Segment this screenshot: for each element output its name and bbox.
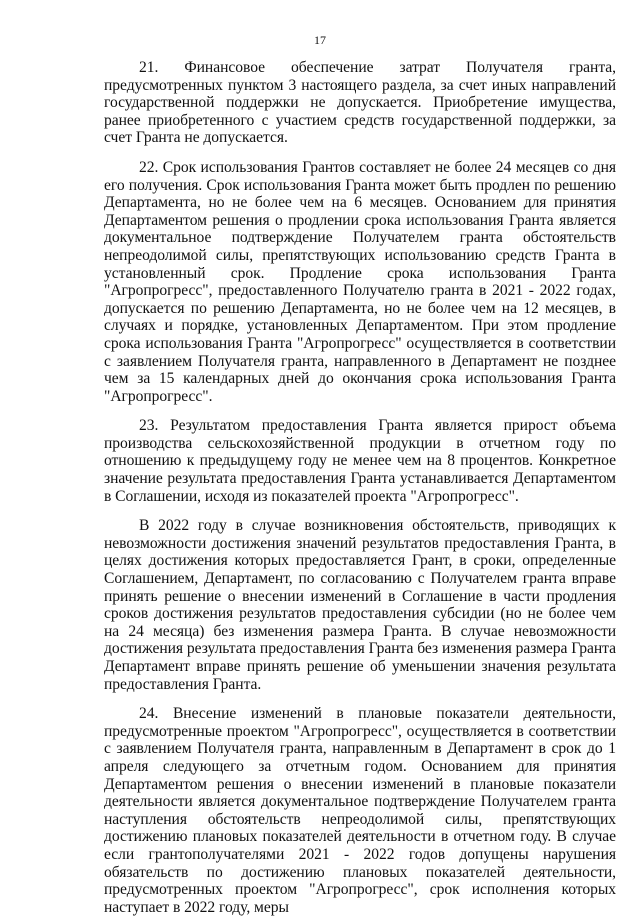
document-body [104,59,616,916]
paragraph-2022-circumstances: В 2022 году в случае возникновения обстоятельств, приводящих к невозможности достижения значений результатов предоставления Гранта, в целях достижения которых предоставляется Грант, в сроки, определенные Соглашением, Департамент, по согласованию с Получателем гранта вправе принять решение о внесении изменений в Соглашение в части продления сроков достижения результатов предоставления субсидии (но не более чем на 24 месяца) без изменения размера Гранта. В случае невозможности достижения результата предоставления Гранта без изменения размера Гранта Департамент вправе принять решение об уменьшении значения результата предоставления Гранта. [104,517,616,693]
page-number: 17 [314,33,326,47]
paragraph-21: 21. Финансовое обеспечение затрат Получателя гранта, предусмотренных пунктом 3 настоящего раздела, за счет иных направлений государственной поддержки не допускается. Приобретение имущества, ранее приобретенного с участием средств государственной поддержки, за счет Гранта не допускается. [104,59,616,147]
paragraph-23: 23. Результатом предоставления Гранта является прирост объема производства сельскохозяйственной продукции в отчетном году по отношению к предыдущему году не менее чем на 8 процентов. Конкретное значение результата предоставления Гранта устанавливается Департаментом в Соглашении, исходя из показателей проекта "Агропрогресс". [104,417,616,505]
paragraph-24: 24. Внесение изменений в плановые показатели деятельности, предусмотренные проектом "Агропрогресс", осуществляется в соответствии с заявлением Получателя гранта, направленным в Департамент в срок до 1 апреля следующего за отчетным годом. Основанием для принятия Департаментом решения о внесении изменений в плановые показатели деятельности является документальное подтверждение Получателем гранта наступления обстоятельств непреодолимой силы, препятствующих достижению плановых показателей деятельности в отчетном году. В случае если грантополучателями 2021 - 2022 годов допущены нарушения обязательств по достижению плановых показателей деятельности, предусмотренных проектом "Агропрогресс", срок исполнения которых наступает в 2022 году, меры [104,705,616,916]
paragraph-22: 22. Срок использования Грантов составляет не более 24 месяцев со дня его получения. Срок использования Гранта может быть продлен по решению Департамента, но не более чем на 6 месяцев. Основанием для принятия Департаментом решения о продлении срока использования Гранта является документальное подтверждение Получателем гранта обстоятельств непреодолимой силы, препятствующих использованию средств Гранта в установленный срок. Продление срока использования Гранта "Агропрогресс", предоставленного Получателю гранта в 2021 - 2022 годах, допускается по решению Департамента, но не более чем на 12 месяцев, в случаях и порядке, установленных Департаментом. При этом продление срока использования Гранта "Агропрогресс" осуществляется в соответствии с заявлением Получателя гранта, направленного в Департамент не позднее чем за 15 календарных дней до окончания срока использования Гранта "Агропрогресс". [104,158,616,405]
